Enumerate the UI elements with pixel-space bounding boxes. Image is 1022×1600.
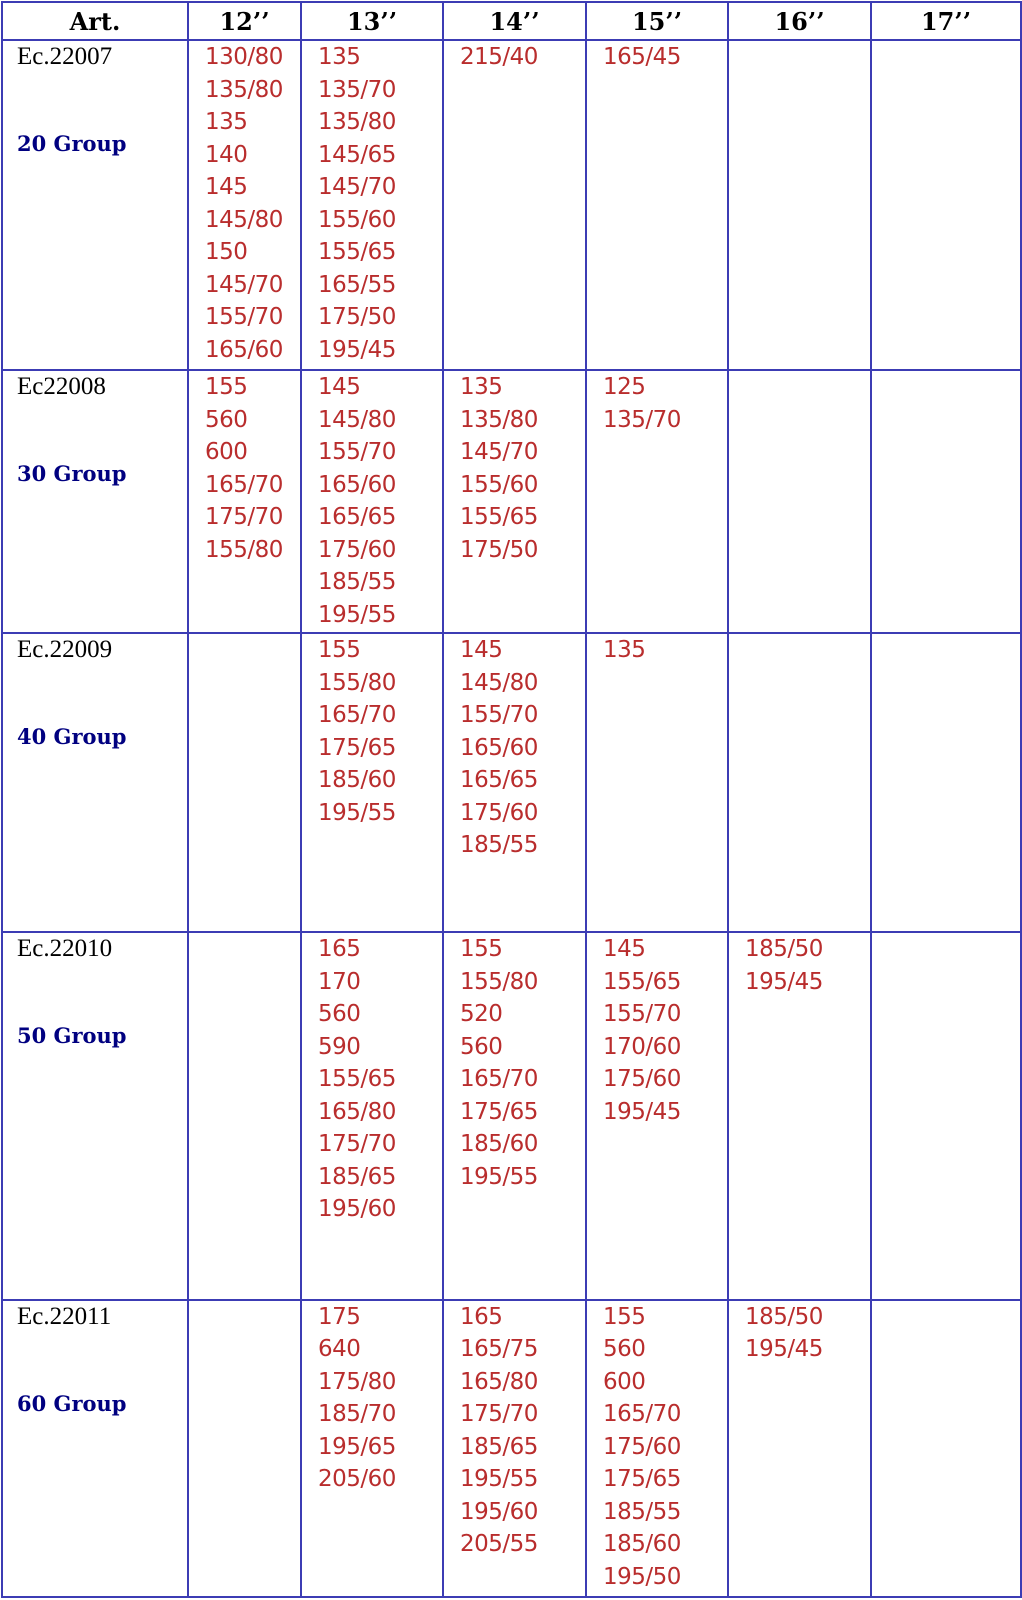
tyre-size: 135/70 <box>603 406 681 433</box>
tyre-size: 150 <box>205 239 248 265</box>
article-cell <box>2 633 188 932</box>
tyre-size: 215/40 <box>460 44 538 70</box>
size-cell <box>728 932 871 1299</box>
tyre-size: 145/70 <box>460 439 538 466</box>
size-cell <box>301 370 443 633</box>
tyre-size: 165 <box>460 1303 503 1330</box>
tyre-size: 145/80 <box>318 406 396 433</box>
table-row <box>2 633 1021 932</box>
tyre-size: 155/80 <box>205 536 283 563</box>
size-cell <box>871 932 1021 1299</box>
tyre-size: 175/50 <box>460 536 538 563</box>
tyre-size: 195/45 <box>745 1336 823 1363</box>
table-row <box>2 1300 1021 1597</box>
tyre-size: 560 <box>318 1001 361 1028</box>
tyre-size: 195/45 <box>745 968 823 995</box>
tyre-size: 155/70 <box>318 439 396 466</box>
tyre-size: 195/55 <box>318 799 396 826</box>
tyre-size: 175/65 <box>318 734 396 761</box>
size-cell <box>586 1300 728 1597</box>
article-code: Ec.22011 <box>17 1302 112 1330</box>
article-code: Ec.22010 <box>17 935 113 963</box>
tyre-size: 175/65 <box>603 1466 681 1493</box>
tyre-size: 175 <box>318 1303 361 1330</box>
size-cell <box>728 370 871 633</box>
tyre-size: 125 <box>603 374 646 401</box>
size-cell <box>728 1300 871 1597</box>
tyre-size: 185/55 <box>460 832 538 859</box>
tyre-size: 175/80 <box>318 1368 396 1395</box>
tyre-size: 145/70 <box>318 174 396 200</box>
tyre-size: 145/80 <box>460 669 538 696</box>
tyre-size: 165/80 <box>318 1098 396 1125</box>
tyre-size: 175/70 <box>460 1401 538 1428</box>
tyre-size: 175/70 <box>318 1131 396 1158</box>
tyre-size: 185/60 <box>318 767 396 794</box>
tyre-size: 185/70 <box>318 1401 396 1428</box>
tyre-size: 165/75 <box>460 1336 538 1363</box>
size-cell <box>443 932 586 1299</box>
size-cell <box>728 40 871 370</box>
tyre-size: 155/60 <box>318 206 396 233</box>
size-cell <box>443 370 586 633</box>
tyre-size: 175/60 <box>603 1066 681 1093</box>
tyre-size: 185/60 <box>460 1131 538 1158</box>
tyre-size: 165/70 <box>603 1401 681 1428</box>
tyre-size: 520 <box>460 1001 503 1028</box>
tyre-size: 170 <box>318 968 361 995</box>
size-cell <box>301 1300 443 1597</box>
group-label: 20 Group <box>17 131 127 156</box>
tyre-size: 205/55 <box>460 1531 538 1558</box>
tyre-size: 165/60 <box>205 336 283 363</box>
article-cell <box>2 932 188 1299</box>
tyre-size: 135/70 <box>318 76 396 103</box>
tyre-size: 195/55 <box>460 1466 538 1493</box>
tyre-size: 185/55 <box>603 1498 681 1525</box>
tyre-size: 165/70 <box>460 1066 538 1093</box>
size-cell <box>188 1300 301 1597</box>
tyre-size: 185/50 <box>745 936 823 963</box>
size-cell <box>301 633 443 932</box>
tyre-size: 145/70 <box>205 271 283 298</box>
tyre-size: 155 <box>318 637 361 664</box>
size-cell <box>586 370 728 633</box>
size-cell <box>586 40 728 370</box>
tyre-size: 155/80 <box>318 669 396 696</box>
tyre-size: 165/55 <box>318 271 396 298</box>
tyre-size: 135 <box>460 374 503 401</box>
article-cell <box>2 40 188 370</box>
tyre-size: 195/60 <box>318 1196 396 1223</box>
tyre-size: 165/60 <box>460 734 538 761</box>
size-cell <box>443 40 586 370</box>
tyre-size: 165/65 <box>318 504 396 531</box>
group-label: 50 Group <box>17 1023 127 1049</box>
tyre-size: 145 <box>205 174 248 200</box>
tyre-size: 130/80 <box>205 44 283 70</box>
tyre-size: 185/55 <box>318 569 396 596</box>
size-cell <box>301 932 443 1299</box>
tyre-size: 175/60 <box>603 1433 681 1460</box>
group-label: 40 Group <box>17 724 127 750</box>
tyre-size-table <box>1 1 1022 1598</box>
article-cell <box>2 1300 188 1597</box>
tyre-size: 195/45 <box>318 336 396 363</box>
header-14: 14’’ <box>443 2 586 40</box>
tyre-size: 135 <box>318 44 361 70</box>
tyre-size: 145 <box>460 637 503 664</box>
size-cell <box>301 40 443 370</box>
tyre-size: 185/60 <box>603 1531 681 1558</box>
size-cell <box>188 40 301 370</box>
tyre-size: 560 <box>603 1336 646 1363</box>
tyre-size: 165/80 <box>460 1368 538 1395</box>
article-code: Ec.22009 <box>17 636 113 664</box>
group-label: 60 Group <box>17 1390 127 1416</box>
size-cell <box>188 932 301 1299</box>
header-12: 12’’ <box>188 2 301 40</box>
tyre-size: 165/70 <box>318 702 396 729</box>
size-cell <box>728 633 871 932</box>
tyre-size: 185/65 <box>318 1163 396 1190</box>
size-cell <box>586 932 728 1299</box>
tyre-size: 135/80 <box>205 76 283 103</box>
tyre-size: 195/65 <box>318 1433 396 1460</box>
tyre-size: 590 <box>318 1033 361 1060</box>
size-cell <box>586 633 728 932</box>
tyre-size: 185/65 <box>460 1433 538 1460</box>
tyre-size: 155/65 <box>318 1066 396 1093</box>
tyre-size: 195/50 <box>603 1563 681 1590</box>
tyre-size: 155/80 <box>460 968 538 995</box>
header-15: 15’’ <box>586 2 728 40</box>
tyre-size: 155/65 <box>318 239 396 265</box>
tyre-size: 145 <box>603 936 646 963</box>
header-row <box>2 2 1021 40</box>
group-label: 30 Group <box>17 461 127 487</box>
size-cell <box>871 633 1021 932</box>
tyre-size: 600 <box>603 1368 646 1395</box>
article-cell <box>2 370 188 633</box>
tyre-size: 600 <box>205 439 248 466</box>
header-art: Art. <box>2 2 188 40</box>
tyre-size: 165/60 <box>318 471 396 498</box>
tyre-size: 155/70 <box>205 304 283 330</box>
header-13: 13’’ <box>301 2 443 40</box>
tyre-size: 165/65 <box>460 767 538 794</box>
tyre-size: 185/50 <box>745 1303 823 1330</box>
tyre-size: 175/50 <box>318 304 396 330</box>
tyre-size: 165/45 <box>603 44 681 70</box>
tyre-size: 165/70 <box>205 471 283 498</box>
table-row <box>2 370 1021 633</box>
tyre-size: 155/70 <box>603 1001 681 1028</box>
tyre-size: 195/60 <box>460 1498 538 1525</box>
tyre-size: 135/80 <box>318 109 396 135</box>
tyre-size: 155/70 <box>460 702 538 729</box>
size-cell <box>871 40 1021 370</box>
tyre-size: 205/60 <box>318 1466 396 1493</box>
size-cell <box>871 1300 1021 1597</box>
tyre-size: 155/60 <box>460 471 538 498</box>
tyre-size: 165 <box>318 936 361 963</box>
tyre-size: 175/60 <box>460 799 538 826</box>
tyre-size: 135 <box>603 637 646 664</box>
tyre-size: 135/80 <box>460 406 538 433</box>
tyre-size: 145 <box>318 374 361 401</box>
size-cell <box>871 370 1021 633</box>
tyre-size: 175/70 <box>205 504 283 531</box>
tyre-size: 195/55 <box>460 1163 538 1190</box>
tyre-size: 175/65 <box>460 1098 538 1125</box>
tyre-size: 170/60 <box>603 1033 681 1060</box>
tyre-size: 560 <box>460 1033 503 1060</box>
tyre-size: 145/80 <box>205 206 283 233</box>
tyre-size: 560 <box>205 406 248 433</box>
tyre-size: 195/45 <box>603 1098 681 1125</box>
tyre-size: 155/65 <box>603 968 681 995</box>
table-row <box>2 932 1021 1299</box>
tyre-size: 155 <box>460 936 503 963</box>
tyre-size: 135 <box>205 109 248 135</box>
tyre-size: 155/65 <box>460 504 538 531</box>
article-code: Ec.22007 <box>17 43 113 70</box>
tyre-size: 155 <box>603 1303 646 1330</box>
tyre-size: 140 <box>205 141 248 168</box>
size-cell <box>188 370 301 633</box>
tyre-size: 175/60 <box>318 536 396 563</box>
tyre-size: 640 <box>318 1336 361 1363</box>
tyre-size: 195/55 <box>318 601 396 628</box>
size-cell <box>443 633 586 932</box>
header-17: 17’’ <box>871 2 1021 40</box>
header-16: 16’’ <box>728 2 871 40</box>
article-code: Ec22008 <box>17 373 106 401</box>
size-cell <box>188 633 301 932</box>
tyre-size: 145/65 <box>318 141 396 168</box>
size-cell <box>443 1300 586 1597</box>
table-row <box>2 40 1021 370</box>
tyre-size: 155 <box>205 374 248 401</box>
